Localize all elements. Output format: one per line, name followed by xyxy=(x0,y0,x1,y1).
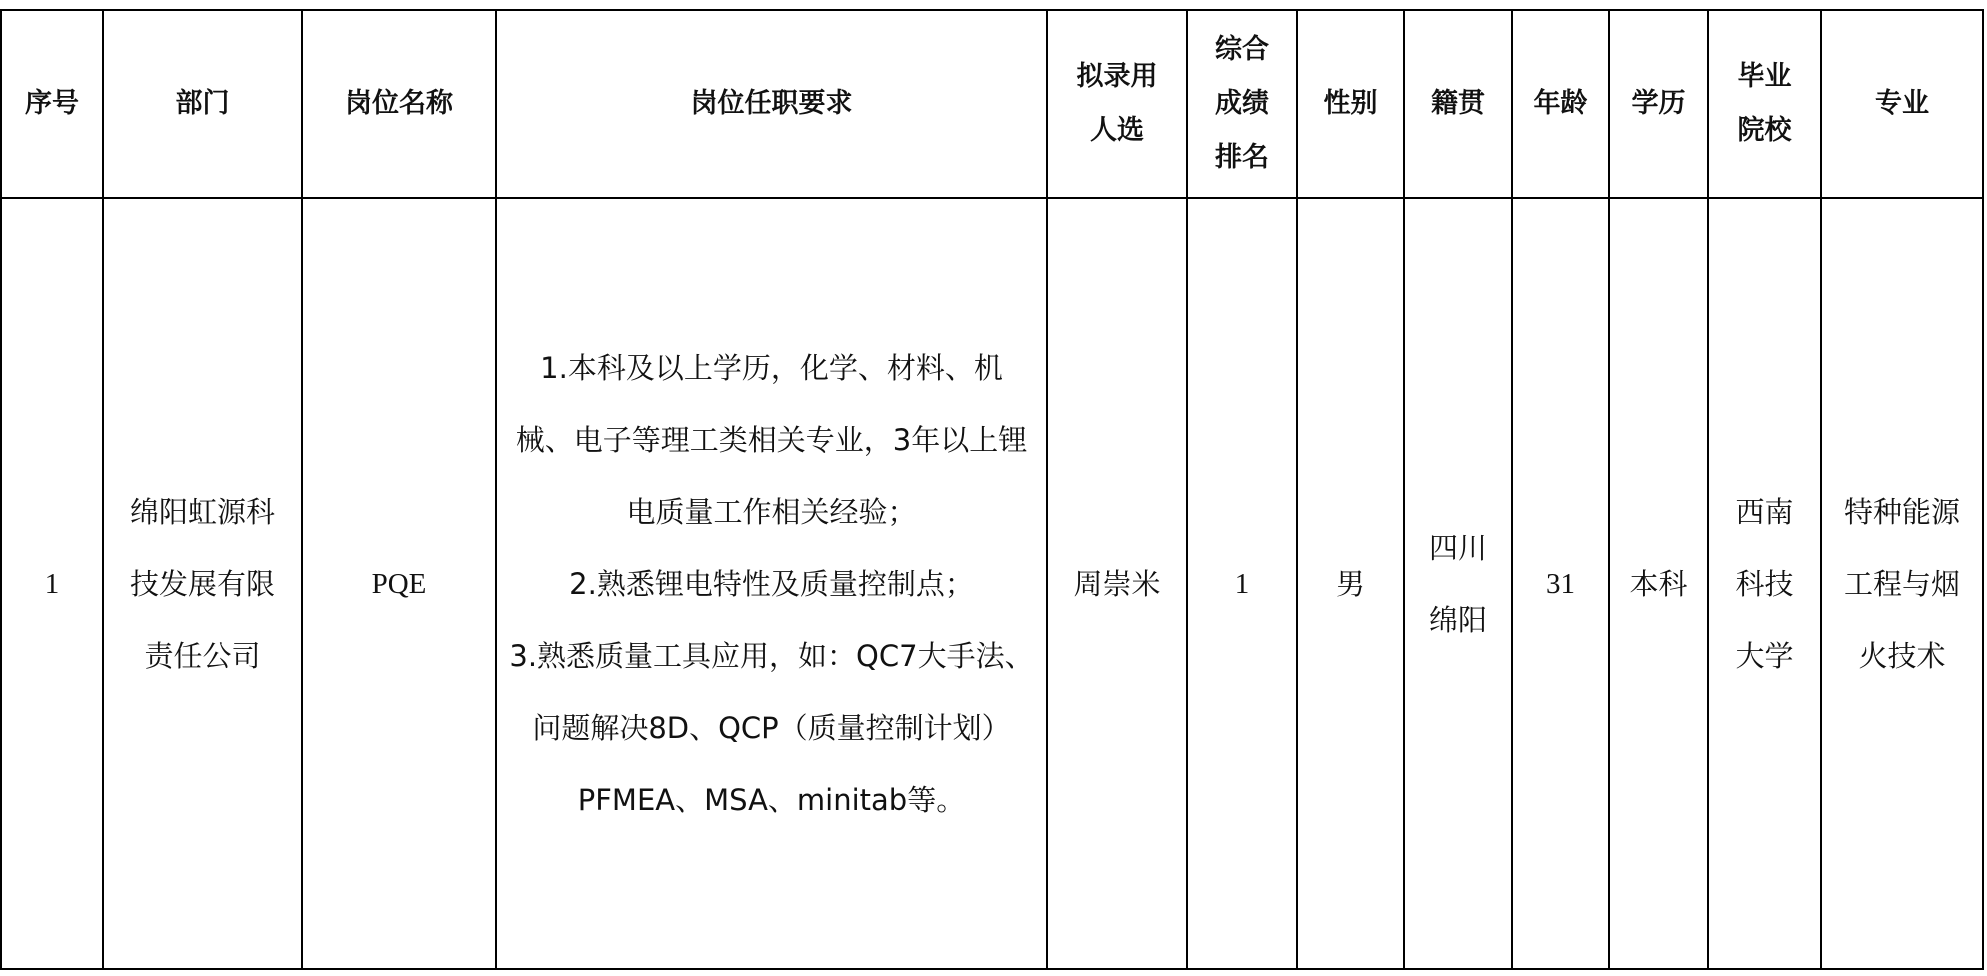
header-row xyxy=(1,10,1983,198)
header-candidate: 拟录用 人选 xyxy=(1047,10,1187,198)
cell-education: 本科 xyxy=(1609,198,1708,969)
cell-requirements xyxy=(496,198,1047,969)
header-index: 序号 xyxy=(1,10,103,198)
requirement-line: 3.熟悉质量工具应用，如：QC7大手法、 xyxy=(509,638,1034,673)
recruitment-table xyxy=(0,9,1984,970)
header-rank: 综合 成绩 排名 xyxy=(1187,10,1297,198)
requirement-line: 2.熟悉锂电特性及质量控制点； xyxy=(569,566,974,601)
header-major: 专业 xyxy=(1821,10,1983,198)
requirement-line: 1.本科及以上学历，化学、材料、机 xyxy=(540,350,1003,385)
cell-rank: 1 xyxy=(1187,198,1297,969)
cell-school: 西南 科技 大学 xyxy=(1708,198,1821,969)
header-position: 岗位名称 xyxy=(302,10,496,198)
requirement-line: 械、电子等理工类相关专业，3年以上锂 xyxy=(515,422,1028,457)
table-row xyxy=(1,198,1983,969)
header-requirements: 岗位任职要求 xyxy=(496,10,1047,198)
header-department: 部门 xyxy=(103,10,302,198)
cell-origin: 四川 绵阳 xyxy=(1404,198,1512,969)
header-education: 学历 xyxy=(1609,10,1708,198)
cell-major: 特种能源 工程与烟 火技术 xyxy=(1821,198,1983,969)
cell-age: 31 xyxy=(1512,198,1609,969)
cell-department: 绵阳虹源科 技发展有限 责任公司 xyxy=(103,198,302,969)
requirement-line: PFMEA、MSA、minitab等。 xyxy=(577,782,966,817)
header-school: 毕业 院校 xyxy=(1708,10,1821,198)
requirement-line: 电质量工作相关经验； xyxy=(626,494,917,529)
cell-gender: 男 xyxy=(1297,198,1404,969)
cell-position: PQE xyxy=(302,198,496,969)
requirement-line: 问题解决8D、QCP（质量控制计划） xyxy=(532,710,1011,745)
header-gender: 性别 xyxy=(1297,10,1404,198)
cell-candidate: 周崇米 xyxy=(1047,198,1187,969)
header-age: 年龄 xyxy=(1512,10,1609,198)
cell-index: 1 xyxy=(1,198,103,969)
header-origin: 籍贯 xyxy=(1404,10,1512,198)
